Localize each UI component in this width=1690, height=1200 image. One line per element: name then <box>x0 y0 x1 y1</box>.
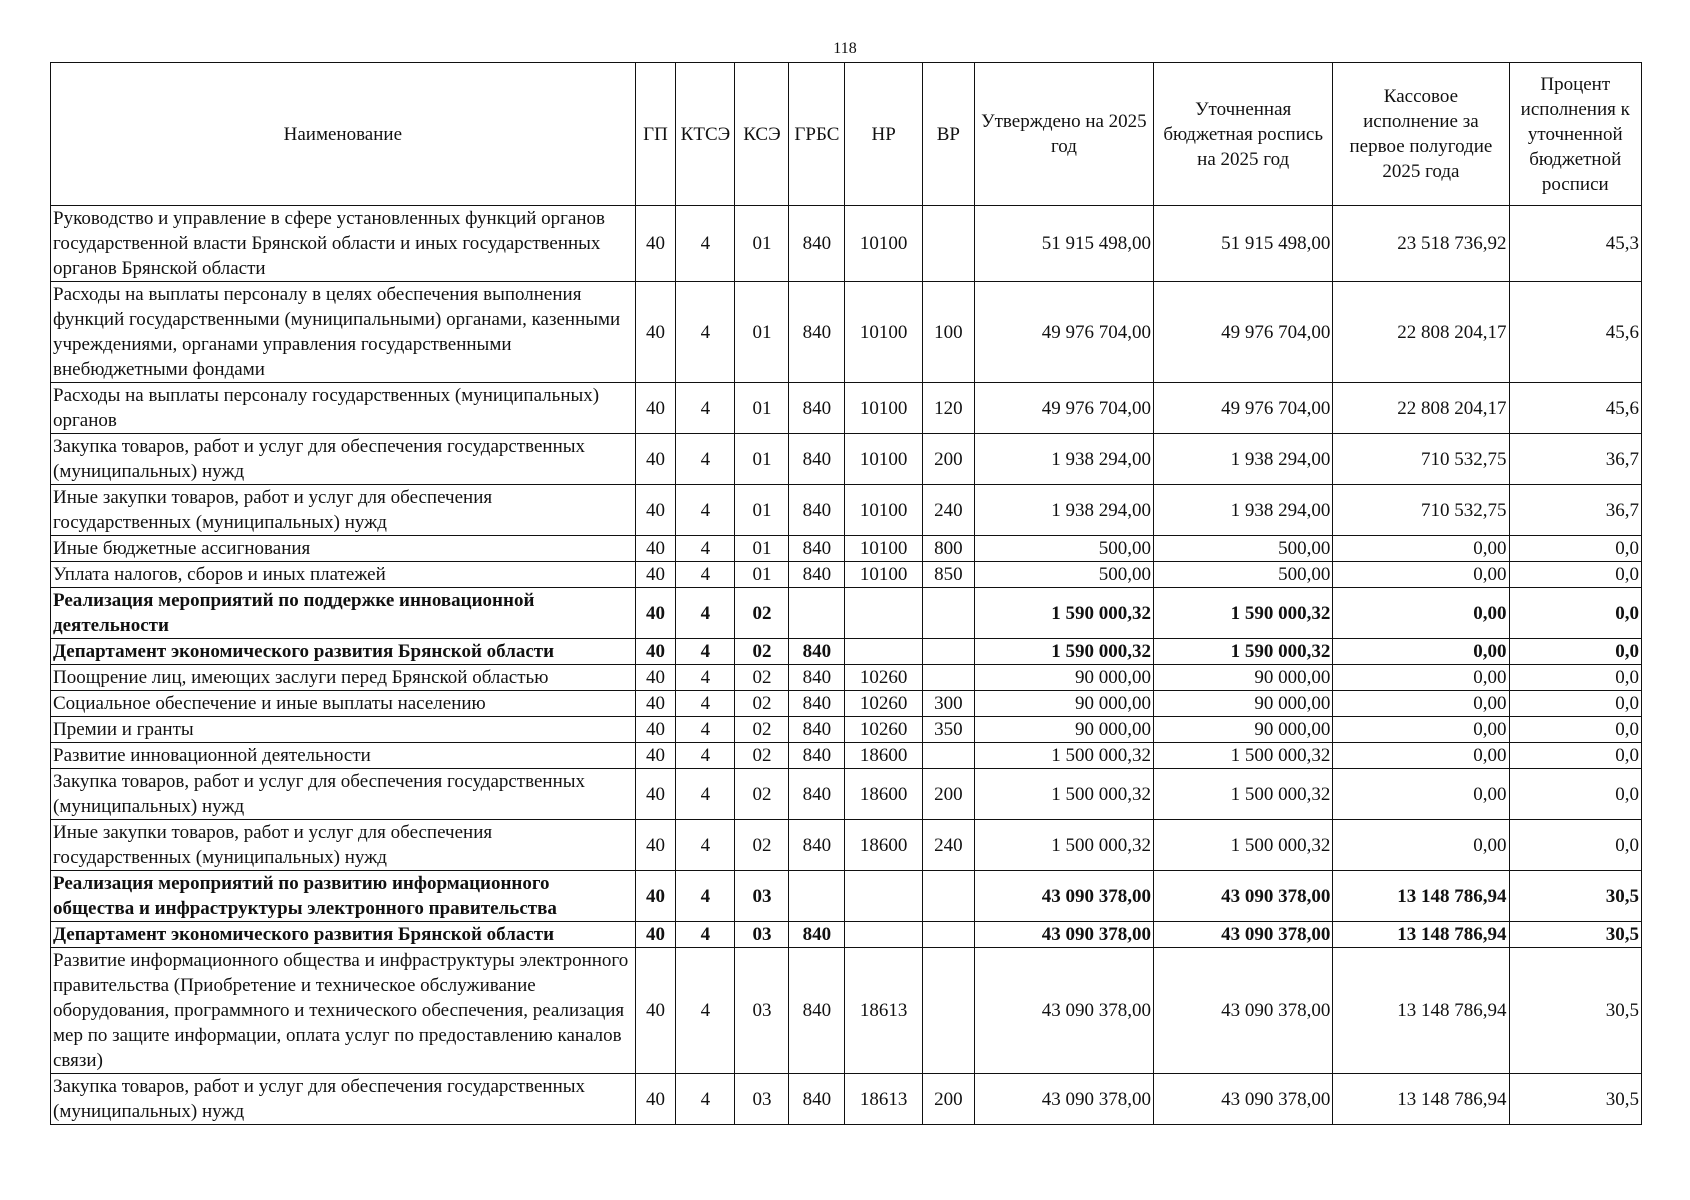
cell-refined: 43 090 378,00 <box>1154 871 1333 922</box>
cell-refined: 49 976 704,00 <box>1154 282 1333 383</box>
cell-approved: 1 500 000,32 <box>974 769 1153 820</box>
cell-cash: 0,00 <box>1333 743 1509 769</box>
cell-approved: 1 590 000,32 <box>974 588 1153 639</box>
cell-refined: 1 590 000,32 <box>1154 588 1333 639</box>
cell-np <box>845 588 922 639</box>
cell-kse: 03 <box>735 948 789 1074</box>
cell-grbs: 840 <box>789 769 845 820</box>
cell-vr <box>922 588 974 639</box>
cell-name: Закупка товаров, работ и услуг для обеспечения государственных (муниципальных) нужд <box>51 769 636 820</box>
table-header-row <box>51 63 1642 206</box>
cell-kse: 03 <box>735 922 789 948</box>
cell-vr: 200 <box>922 434 974 485</box>
cell-grbs: 840 <box>789 1074 845 1125</box>
cell-grbs <box>789 588 845 639</box>
cell-ktse: 4 <box>676 383 735 434</box>
cell-percent: 0,0 <box>1509 769 1641 820</box>
col-header-name: Наименование <box>51 63 636 206</box>
cell-percent: 45,6 <box>1509 383 1641 434</box>
col-header-ktse: КТСЭ <box>676 63 735 206</box>
cell-gp: 40 <box>635 282 676 383</box>
cell-kse: 01 <box>735 383 789 434</box>
cell-grbs: 840 <box>789 743 845 769</box>
table-row <box>51 665 1642 691</box>
col-header-percent: Процент исполнения к уточненной бюджетной росписи <box>1509 63 1641 206</box>
col-header-gp: ГП <box>635 63 676 206</box>
cell-approved: 1 500 000,32 <box>974 820 1153 871</box>
table-row <box>51 922 1642 948</box>
cell-gp: 40 <box>635 485 676 536</box>
cell-percent: 36,7 <box>1509 434 1641 485</box>
table-body <box>51 206 1642 1125</box>
cell-ktse: 4 <box>676 948 735 1074</box>
cell-cash: 0,00 <box>1333 536 1509 562</box>
cell-cash: 0,00 <box>1333 769 1509 820</box>
cell-gp: 40 <box>635 717 676 743</box>
cell-grbs: 840 <box>789 282 845 383</box>
cell-kse: 02 <box>735 665 789 691</box>
cell-gp: 40 <box>635 639 676 665</box>
cell-ktse: 4 <box>676 1074 735 1125</box>
cell-percent: 0,0 <box>1509 691 1641 717</box>
cell-approved: 1 590 000,32 <box>974 639 1153 665</box>
table-row <box>51 639 1642 665</box>
cell-name: Развитие инновационной деятельности <box>51 743 636 769</box>
table-row <box>51 562 1642 588</box>
table-row <box>51 206 1642 282</box>
cell-kse: 02 <box>735 743 789 769</box>
cell-gp: 40 <box>635 1074 676 1125</box>
cell-np: 10100 <box>845 434 922 485</box>
cell-gp: 40 <box>635 536 676 562</box>
table-row <box>51 717 1642 743</box>
cell-np <box>845 922 922 948</box>
cell-percent: 0,0 <box>1509 536 1641 562</box>
cell-name: Департамент экономического развития Брянской области <box>51 922 636 948</box>
cell-grbs <box>789 871 845 922</box>
cell-vr: 240 <box>922 820 974 871</box>
cell-vr <box>922 871 974 922</box>
cell-np: 10260 <box>845 691 922 717</box>
cell-vr: 120 <box>922 383 974 434</box>
cell-refined: 500,00 <box>1154 562 1333 588</box>
cell-cash: 0,00 <box>1333 717 1509 743</box>
cell-refined: 51 915 498,00 <box>1154 206 1333 282</box>
cell-refined: 1 500 000,32 <box>1154 820 1333 871</box>
cell-vr <box>922 743 974 769</box>
cell-ktse: 4 <box>676 717 735 743</box>
cell-approved: 90 000,00 <box>974 691 1153 717</box>
cell-cash: 22 808 204,17 <box>1333 383 1509 434</box>
cell-name: Реализация мероприятий по развитию информационного общества и инфраструктуры электронного правительства <box>51 871 636 922</box>
cell-refined: 500,00 <box>1154 536 1333 562</box>
cell-gp: 40 <box>635 820 676 871</box>
cell-np: 18613 <box>845 1074 922 1125</box>
cell-kse: 02 <box>735 691 789 717</box>
table-row <box>51 282 1642 383</box>
cell-ktse: 4 <box>676 588 735 639</box>
cell-ktse: 4 <box>676 434 735 485</box>
cell-approved: 49 976 704,00 <box>974 383 1153 434</box>
cell-gp: 40 <box>635 922 676 948</box>
cell-ktse: 4 <box>676 743 735 769</box>
cell-gp: 40 <box>635 948 676 1074</box>
cell-grbs: 840 <box>789 206 845 282</box>
cell-kse: 01 <box>735 206 789 282</box>
cell-grbs: 840 <box>789 536 845 562</box>
cell-cash: 0,00 <box>1333 691 1509 717</box>
cell-cash: 0,00 <box>1333 665 1509 691</box>
cell-vr: 300 <box>922 691 974 717</box>
cell-grbs: 840 <box>789 434 845 485</box>
col-header-np: НР <box>845 63 922 206</box>
cell-name: Руководство и управление в сфере установленных функций органов государственной власти Брянской области и иных государственных органов Брянской области <box>51 206 636 282</box>
cell-percent: 0,0 <box>1509 588 1641 639</box>
cell-name: Иные закупки товаров, работ и услуг для обеспечения государственных (муниципальных) нужд <box>51 485 636 536</box>
cell-cash: 0,00 <box>1333 820 1509 871</box>
cell-gp: 40 <box>635 743 676 769</box>
cell-approved: 1 938 294,00 <box>974 434 1153 485</box>
cell-vr <box>922 922 974 948</box>
cell-refined: 90 000,00 <box>1154 691 1333 717</box>
cell-refined: 90 000,00 <box>1154 717 1333 743</box>
cell-ktse: 4 <box>676 536 735 562</box>
cell-kse: 01 <box>735 536 789 562</box>
cell-np: 10100 <box>845 383 922 434</box>
cell-grbs: 840 <box>789 383 845 434</box>
cell-cash: 13 148 786,94 <box>1333 948 1509 1074</box>
cell-grbs: 840 <box>789 820 845 871</box>
cell-refined: 43 090 378,00 <box>1154 922 1333 948</box>
cell-name: Департамент экономического развития Брянской области <box>51 639 636 665</box>
cell-vr <box>922 639 974 665</box>
cell-np: 10260 <box>845 665 922 691</box>
cell-ktse: 4 <box>676 665 735 691</box>
cell-approved: 90 000,00 <box>974 665 1153 691</box>
cell-cash: 0,00 <box>1333 588 1509 639</box>
cell-gp: 40 <box>635 769 676 820</box>
cell-approved: 43 090 378,00 <box>974 871 1153 922</box>
cell-name: Развитие информационного общества и инфраструктуры электронного правительства (Приобретение и техническое обслуживание оборудования, программного и технического обеспечения, реализация мер по защите информации, оплата услуг по предоставлению каналов связи) <box>51 948 636 1074</box>
cell-cash: 23 518 736,92 <box>1333 206 1509 282</box>
cell-refined: 90 000,00 <box>1154 665 1333 691</box>
table-row <box>51 536 1642 562</box>
cell-name: Расходы на выплаты персоналу в целях обеспечения выполнения функций государственными (муниципальными) органами, казенными учреждениями, органами управления государственными внебюджетными фондами <box>51 282 636 383</box>
cell-percent: 0,0 <box>1509 562 1641 588</box>
cell-grbs: 840 <box>789 562 845 588</box>
table-row <box>51 1074 1642 1125</box>
cell-grbs: 840 <box>789 948 845 1074</box>
cell-ktse: 4 <box>676 639 735 665</box>
cell-vr: 100 <box>922 282 974 383</box>
cell-ktse: 4 <box>676 922 735 948</box>
cell-cash: 710 532,75 <box>1333 434 1509 485</box>
table-row <box>51 948 1642 1074</box>
cell-approved: 51 915 498,00 <box>974 206 1153 282</box>
cell-grbs: 840 <box>789 639 845 665</box>
cell-np: 10100 <box>845 282 922 383</box>
cell-np: 18600 <box>845 769 922 820</box>
cell-ktse: 4 <box>676 691 735 717</box>
cell-grbs: 840 <box>789 665 845 691</box>
cell-refined: 49 976 704,00 <box>1154 383 1333 434</box>
col-header-refined: Уточненная бюджетная роспись на 2025 год <box>1154 63 1333 206</box>
cell-approved: 1 938 294,00 <box>974 485 1153 536</box>
cell-ktse: 4 <box>676 769 735 820</box>
cell-name: Социальное обеспечение и иные выплаты населению <box>51 691 636 717</box>
cell-gp: 40 <box>635 383 676 434</box>
cell-kse: 02 <box>735 820 789 871</box>
budget-table <box>50 62 1642 1125</box>
table-row <box>51 434 1642 485</box>
cell-ktse: 4 <box>676 206 735 282</box>
cell-name: Расходы на выплаты персоналу государственных (муниципальных) органов <box>51 383 636 434</box>
cell-np: 18613 <box>845 948 922 1074</box>
cell-ktse: 4 <box>676 282 735 383</box>
cell-gp: 40 <box>635 588 676 639</box>
col-header-kse: КСЭ <box>735 63 789 206</box>
cell-cash: 710 532,75 <box>1333 485 1509 536</box>
cell-approved: 43 090 378,00 <box>974 948 1153 1074</box>
cell-percent: 45,3 <box>1509 206 1641 282</box>
cell-name: Закупка товаров, работ и услуг для обеспечения государственных (муниципальных) нужд <box>51 434 636 485</box>
cell-ktse: 4 <box>676 871 735 922</box>
page-number: 118 <box>833 40 857 57</box>
cell-grbs: 840 <box>789 922 845 948</box>
cell-np <box>845 639 922 665</box>
cell-name: Премии и гранты <box>51 717 636 743</box>
cell-np <box>845 871 922 922</box>
cell-refined: 1 590 000,32 <box>1154 639 1333 665</box>
cell-approved: 43 090 378,00 <box>974 1074 1153 1125</box>
cell-percent: 0,0 <box>1509 665 1641 691</box>
table-row <box>51 871 1642 922</box>
cell-refined: 1 938 294,00 <box>1154 485 1333 536</box>
cell-percent: 30,5 <box>1509 922 1641 948</box>
col-header-vr: ВР <box>922 63 974 206</box>
cell-np: 10100 <box>845 562 922 588</box>
cell-percent: 30,5 <box>1509 1074 1641 1125</box>
cell-percent: 0,0 <box>1509 717 1641 743</box>
col-header-cash: Кассовое исполнение за первое полугодие 2025 года <box>1333 63 1509 206</box>
cell-vr: 200 <box>922 1074 974 1125</box>
cell-cash: 13 148 786,94 <box>1333 922 1509 948</box>
table-row <box>51 588 1642 639</box>
cell-vr: 800 <box>922 536 974 562</box>
cell-name: Иные закупки товаров, работ и услуг для обеспечения государственных (муниципальных) нужд <box>51 820 636 871</box>
cell-vr: 850 <box>922 562 974 588</box>
cell-approved: 500,00 <box>974 536 1153 562</box>
cell-np: 18600 <box>845 743 922 769</box>
cell-kse: 01 <box>735 282 789 383</box>
cell-vr <box>922 948 974 1074</box>
cell-ktse: 4 <box>676 562 735 588</box>
cell-gp: 40 <box>635 691 676 717</box>
table-row <box>51 743 1642 769</box>
cell-cash: 0,00 <box>1333 639 1509 665</box>
cell-refined: 1 500 000,32 <box>1154 743 1333 769</box>
cell-cash: 22 808 204,17 <box>1333 282 1509 383</box>
cell-approved: 1 500 000,32 <box>974 743 1153 769</box>
cell-name: Реализация мероприятий по поддержке инновационной деятельности <box>51 588 636 639</box>
cell-percent: 45,6 <box>1509 282 1641 383</box>
cell-kse: 01 <box>735 562 789 588</box>
cell-vr <box>922 206 974 282</box>
table-row <box>51 485 1642 536</box>
table-row <box>51 820 1642 871</box>
cell-cash: 13 148 786,94 <box>1333 871 1509 922</box>
cell-refined: 43 090 378,00 <box>1154 1074 1333 1125</box>
cell-kse: 02 <box>735 588 789 639</box>
cell-gp: 40 <box>635 206 676 282</box>
cell-np: 10100 <box>845 485 922 536</box>
cell-gp: 40 <box>635 665 676 691</box>
cell-percent: 36,7 <box>1509 485 1641 536</box>
cell-cash: 13 148 786,94 <box>1333 1074 1509 1125</box>
cell-vr <box>922 665 974 691</box>
cell-percent: 0,0 <box>1509 820 1641 871</box>
cell-kse: 03 <box>735 871 789 922</box>
table-row <box>51 691 1642 717</box>
cell-percent: 30,5 <box>1509 948 1641 1074</box>
cell-ktse: 4 <box>676 485 735 536</box>
cell-ktse: 4 <box>676 820 735 871</box>
cell-percent: 0,0 <box>1509 743 1641 769</box>
cell-kse: 01 <box>735 434 789 485</box>
cell-grbs: 840 <box>789 485 845 536</box>
col-header-grbs: ГРБС <box>789 63 845 206</box>
col-header-approved: Утверждено на 2025 год <box>974 63 1153 206</box>
cell-np: 18600 <box>845 820 922 871</box>
cell-percent: 30,5 <box>1509 871 1641 922</box>
cell-kse: 02 <box>735 769 789 820</box>
cell-kse: 03 <box>735 1074 789 1125</box>
cell-cash: 0,00 <box>1333 562 1509 588</box>
cell-gp: 40 <box>635 562 676 588</box>
cell-refined: 43 090 378,00 <box>1154 948 1333 1074</box>
cell-grbs: 840 <box>789 717 845 743</box>
cell-refined: 1 500 000,32 <box>1154 769 1333 820</box>
cell-vr: 350 <box>922 717 974 743</box>
cell-gp: 40 <box>635 871 676 922</box>
cell-kse: 02 <box>735 717 789 743</box>
cell-np: 10100 <box>845 206 922 282</box>
cell-kse: 01 <box>735 485 789 536</box>
cell-percent: 0,0 <box>1509 639 1641 665</box>
cell-approved: 500,00 <box>974 562 1153 588</box>
cell-name: Поощрение лиц, имеющих заслуги перед Брянской областью <box>51 665 636 691</box>
cell-gp: 40 <box>635 434 676 485</box>
cell-name: Закупка товаров, работ и услуг для обеспечения государственных (муниципальных) нужд <box>51 1074 636 1125</box>
cell-name: Уплата налогов, сборов и иных платежей <box>51 562 636 588</box>
cell-np: 10100 <box>845 536 922 562</box>
cell-vr: 240 <box>922 485 974 536</box>
cell-np: 10260 <box>845 717 922 743</box>
cell-kse: 02 <box>735 639 789 665</box>
cell-grbs: 840 <box>789 691 845 717</box>
cell-approved: 43 090 378,00 <box>974 922 1153 948</box>
cell-name: Иные бюджетные ассигнования <box>51 536 636 562</box>
cell-approved: 90 000,00 <box>974 717 1153 743</box>
cell-approved: 49 976 704,00 <box>974 282 1153 383</box>
cell-vr: 200 <box>922 769 974 820</box>
table-row <box>51 383 1642 434</box>
cell-refined: 1 938 294,00 <box>1154 434 1333 485</box>
table-row <box>51 769 1642 820</box>
